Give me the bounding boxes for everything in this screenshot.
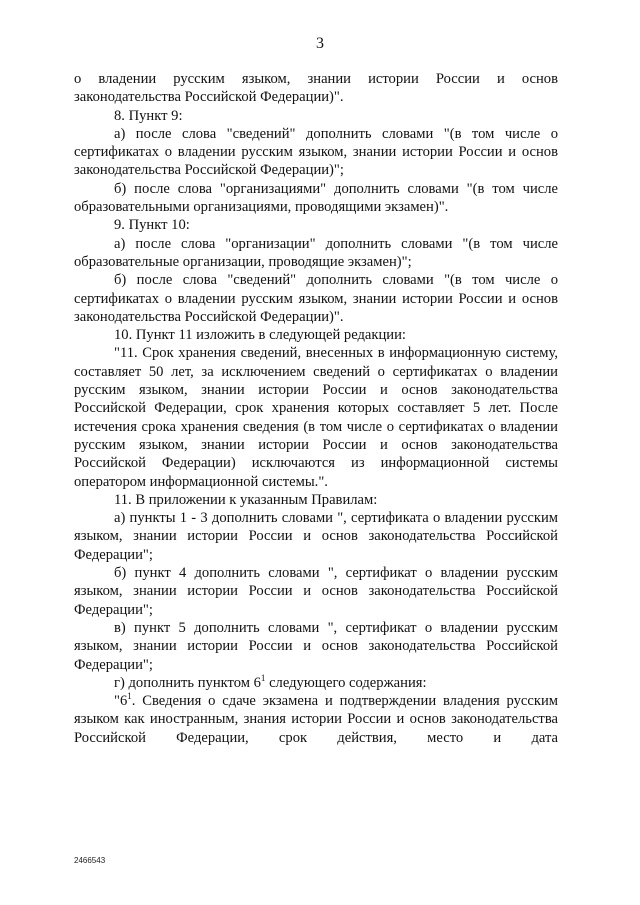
- paragraph-point-6-1: [74, 692, 558, 747]
- document-body: [74, 70, 558, 747]
- paragraph-item-10-heading: 10. Пункт 11 изложить в следующей редакции:: [114, 327, 406, 344]
- page-number: 3: [316, 35, 324, 52]
- paragraph-item-10-text: "11. Срок хранения сведений, внесенных в информационную систему, составляет 50 лет, за исключением сведений о сертификатах о владении русским языком, знании истории России и основ законодательства Российской Федерации, срок хранения которых составляет 5 лет. После истечения срока хранения сведения (в том числе о сертификатах о владении русским языком, знании истории России и основ законодательства Российской Федерации) исключаются из информационной системы оператором информационной системы.".: [74, 345, 558, 490]
- document-footer-code: 2466543: [74, 856, 106, 865]
- paragraph-item-9-heading: 9. Пункт 10:: [114, 217, 190, 234]
- paragraph-item-9a: а) после слова "организации" дополнить словами "(в том числе образовательные организации, проводящие экзамен)";: [74, 235, 558, 270]
- item-11d-superscript: 1: [260, 672, 266, 683]
- point-6-1-text-start: "6: [114, 693, 128, 710]
- paragraph-item-11a: а) пункты 1 - 3 дополнить словами ", сертификата о владении русским языком, знании истории России и основ законодательства Российской Федерации";: [74, 510, 558, 563]
- paragraph-continuation: о владении русским языком, знании истории России и основ законодательства Российской Федерации)".: [74, 71, 558, 106]
- paragraph-item-9b: б) после слова "сведений" дополнить словами "(в том числе о сертификатах о владении русским языком, знании истории России и основ законодательства Российской Федерации)".: [74, 272, 558, 325]
- paragraph-item-11d: [74, 674, 558, 692]
- paragraph-item-8b: б) после слова "организациями" дополнить словами "(в том числе образовательными организациями, проводящими экзамен)".: [74, 180, 558, 216]
- paragraph-item-8-heading: 8. Пункт 9:: [114, 107, 183, 124]
- point-6-1-text-end: . Сведения о сдаче экзамена и подтверждении владения русским языком как иностранным, знания истории России и основ законодательства Российской Федерации, срок действия, место и дата: [74, 693, 558, 746]
- paragraph-item-11b: б) пункт 4 дополнить словами ", сертификат о владении русским языком, знании истории России и основ законодательства Российской Федерации";: [74, 565, 558, 618]
- item-11d-text-start: г) дополнить пунктом 6: [114, 674, 261, 691]
- paragraph-item-11c: в) пункт 5 дополнить словами ", сертификат о владении русским языком, знании истории России и основ законодательства Российской Федерации";: [74, 619, 558, 673]
- item-11d-text-end: следующего содержания:: [265, 674, 427, 691]
- paragraph-item-11-heading: 11. В приложении к указанным Правилам:: [114, 491, 378, 508]
- point-6-1-superscript: 1: [127, 691, 132, 702]
- paragraph-item-8a: а) после слова "сведений" дополнить словами "(в том числе о сертификатах о владении русским языком, знании истории России и основ законодательства Российской Федерации)";: [74, 125, 558, 179]
